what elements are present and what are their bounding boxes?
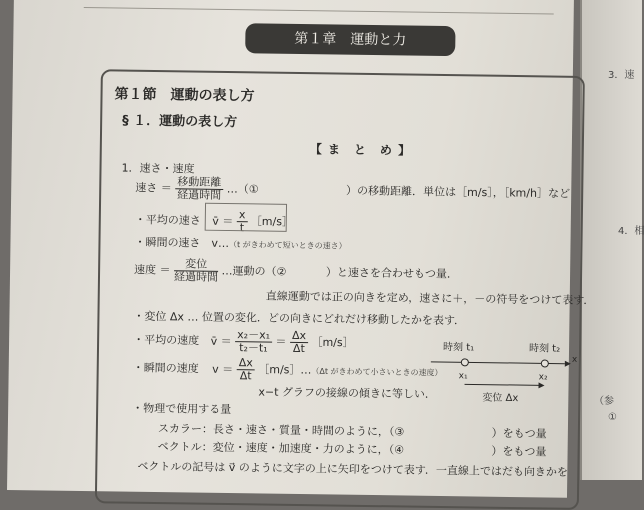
velocity-fraction [174, 258, 218, 284]
average-velocity-lhs: v̄ ＝ [210, 334, 232, 348]
diagram-axis-label: x [571, 354, 578, 365]
instant-speed-note: （t がきわめて短いときの速さ） [228, 240, 347, 251]
velocity-rest: ）と速さを合わせもつ量． [325, 265, 459, 281]
velocity-lhs: 速度 ＝ [134, 263, 171, 277]
average-velocity-label: ・平均の速度 [133, 333, 200, 348]
side-mark-1: （参 [594, 396, 614, 407]
top-rule [84, 7, 554, 15]
diagram-displacement-arrow [465, 384, 541, 385]
average-velocity-equals: ＝ [275, 335, 287, 349]
velocity-sign-rule: 直線運動では正の向きを定め，速さに＋，－の符号をつけて表す． [265, 289, 595, 308]
diagram-end-point [541, 360, 548, 367]
average-speed-label: ・平均の速さ [134, 213, 201, 228]
vector-text: ベクトル：変位・速度・加速度・力のように，（④ [157, 440, 405, 457]
average-velocity-fraction-2 [290, 330, 308, 355]
average-velocity-den-1: t₂－t₁ [239, 341, 268, 355]
instant-velocity-lhs: v ＝ [212, 362, 234, 376]
average-velocity-fraction-1 [235, 329, 272, 355]
diagram-displacement-arrowhead [538, 382, 544, 388]
average-speed-den: t [239, 221, 245, 235]
speed-tail: …（① [226, 182, 259, 196]
instant-velocity-note: （Δt がきわめて小さいときの速度） [311, 366, 443, 378]
average-velocity-unit: ［m/s］ [311, 335, 354, 350]
speed-denominator: 経過時間 [177, 188, 222, 202]
topic-heading: 1．速さ・速度 [121, 161, 195, 176]
instant-velocity-num: Δx [237, 357, 255, 370]
instant-velocity-unit: ［m/s］… [258, 362, 312, 377]
formula-box [205, 203, 287, 235]
speed-fraction [175, 176, 223, 202]
average-velocity-num-1: x₂－x₁ [235, 329, 272, 343]
vector-notation-note: ベクトルの記号は v⃗ のように文字の上に矢印をつけて表す．一直線上ではだも向きかを [137, 459, 569, 479]
vector-tail: ）をもつ量 [491, 444, 547, 459]
average-velocity [133, 328, 354, 356]
average-velocity-num-2: Δx [290, 330, 308, 343]
diagram-axis-arrowhead [565, 361, 571, 367]
diagram-time-1: 時刻 t₁ [442, 342, 475, 354]
scalar-tail: ）をもつ量 [491, 426, 547, 441]
diagram-x1: x₁ [458, 371, 468, 382]
side-mark-2: ① [608, 412, 617, 423]
average-speed-lhs: v̄ ＝ [212, 214, 234, 228]
chapter-title: 第１章 運動と力 [245, 23, 455, 56]
speed-lhs: 速さ ＝ [135, 181, 172, 195]
instant-velocity-fraction [237, 357, 255, 382]
diagram-displacement-label: 変位 Δx [482, 392, 519, 405]
diagram-start-point [461, 359, 468, 366]
textbook-page [7, 0, 595, 498]
motion-diagram [428, 338, 579, 412]
instant-velocity [133, 356, 443, 385]
side-item-3: 3．速 [608, 70, 635, 81]
velocity-definition [134, 258, 458, 288]
speed-numerator: 移動距離 [175, 176, 223, 190]
subsection-title: § １．運動の表し方 [122, 113, 238, 131]
average-velocity-den-2: Δt [292, 341, 305, 356]
instant-velocity-label: ・瞬間の速度 [132, 361, 199, 376]
side-item-4: 4．相 [618, 226, 644, 237]
instant-velocity-den: Δt [239, 369, 252, 383]
physics-quantities: ・物理で使用する量 [132, 401, 232, 417]
displacement-definition: ・変位 Δx … 位置の変化．どの向きにどれだけ移動したかを表す． [133, 309, 466, 328]
xt-graph-note: x−t グラフの接線の傾きに等しい． [258, 385, 437, 401]
summary-heading: 【 ま と め 】 [309, 142, 412, 158]
velocity-tail: …運動の（② [221, 264, 287, 279]
speed-rest: ）の移動距離．単位は［m/s］，［km/h］など [346, 184, 571, 201]
average-speed-num: x [237, 209, 248, 222]
instant-speed-label: ・瞬間の速さ v… [134, 235, 230, 251]
instant-speed [134, 234, 346, 253]
average-speed-unit: ［m/s］ [250, 214, 294, 229]
diagram-x2: x₂ [538, 372, 548, 383]
scalar-text: スカラー：長さ・速さ・質量・時間のように，（③ [157, 422, 405, 439]
velocity-denominator: 経過時間 [173, 270, 219, 284]
section-title: 第１節 運動の表し方 [114, 86, 255, 105]
diagram-time-2: 時刻 t₂ [528, 343, 561, 355]
velocity-numerator: 変位 [174, 258, 218, 272]
adjacent-page [580, 0, 642, 480]
